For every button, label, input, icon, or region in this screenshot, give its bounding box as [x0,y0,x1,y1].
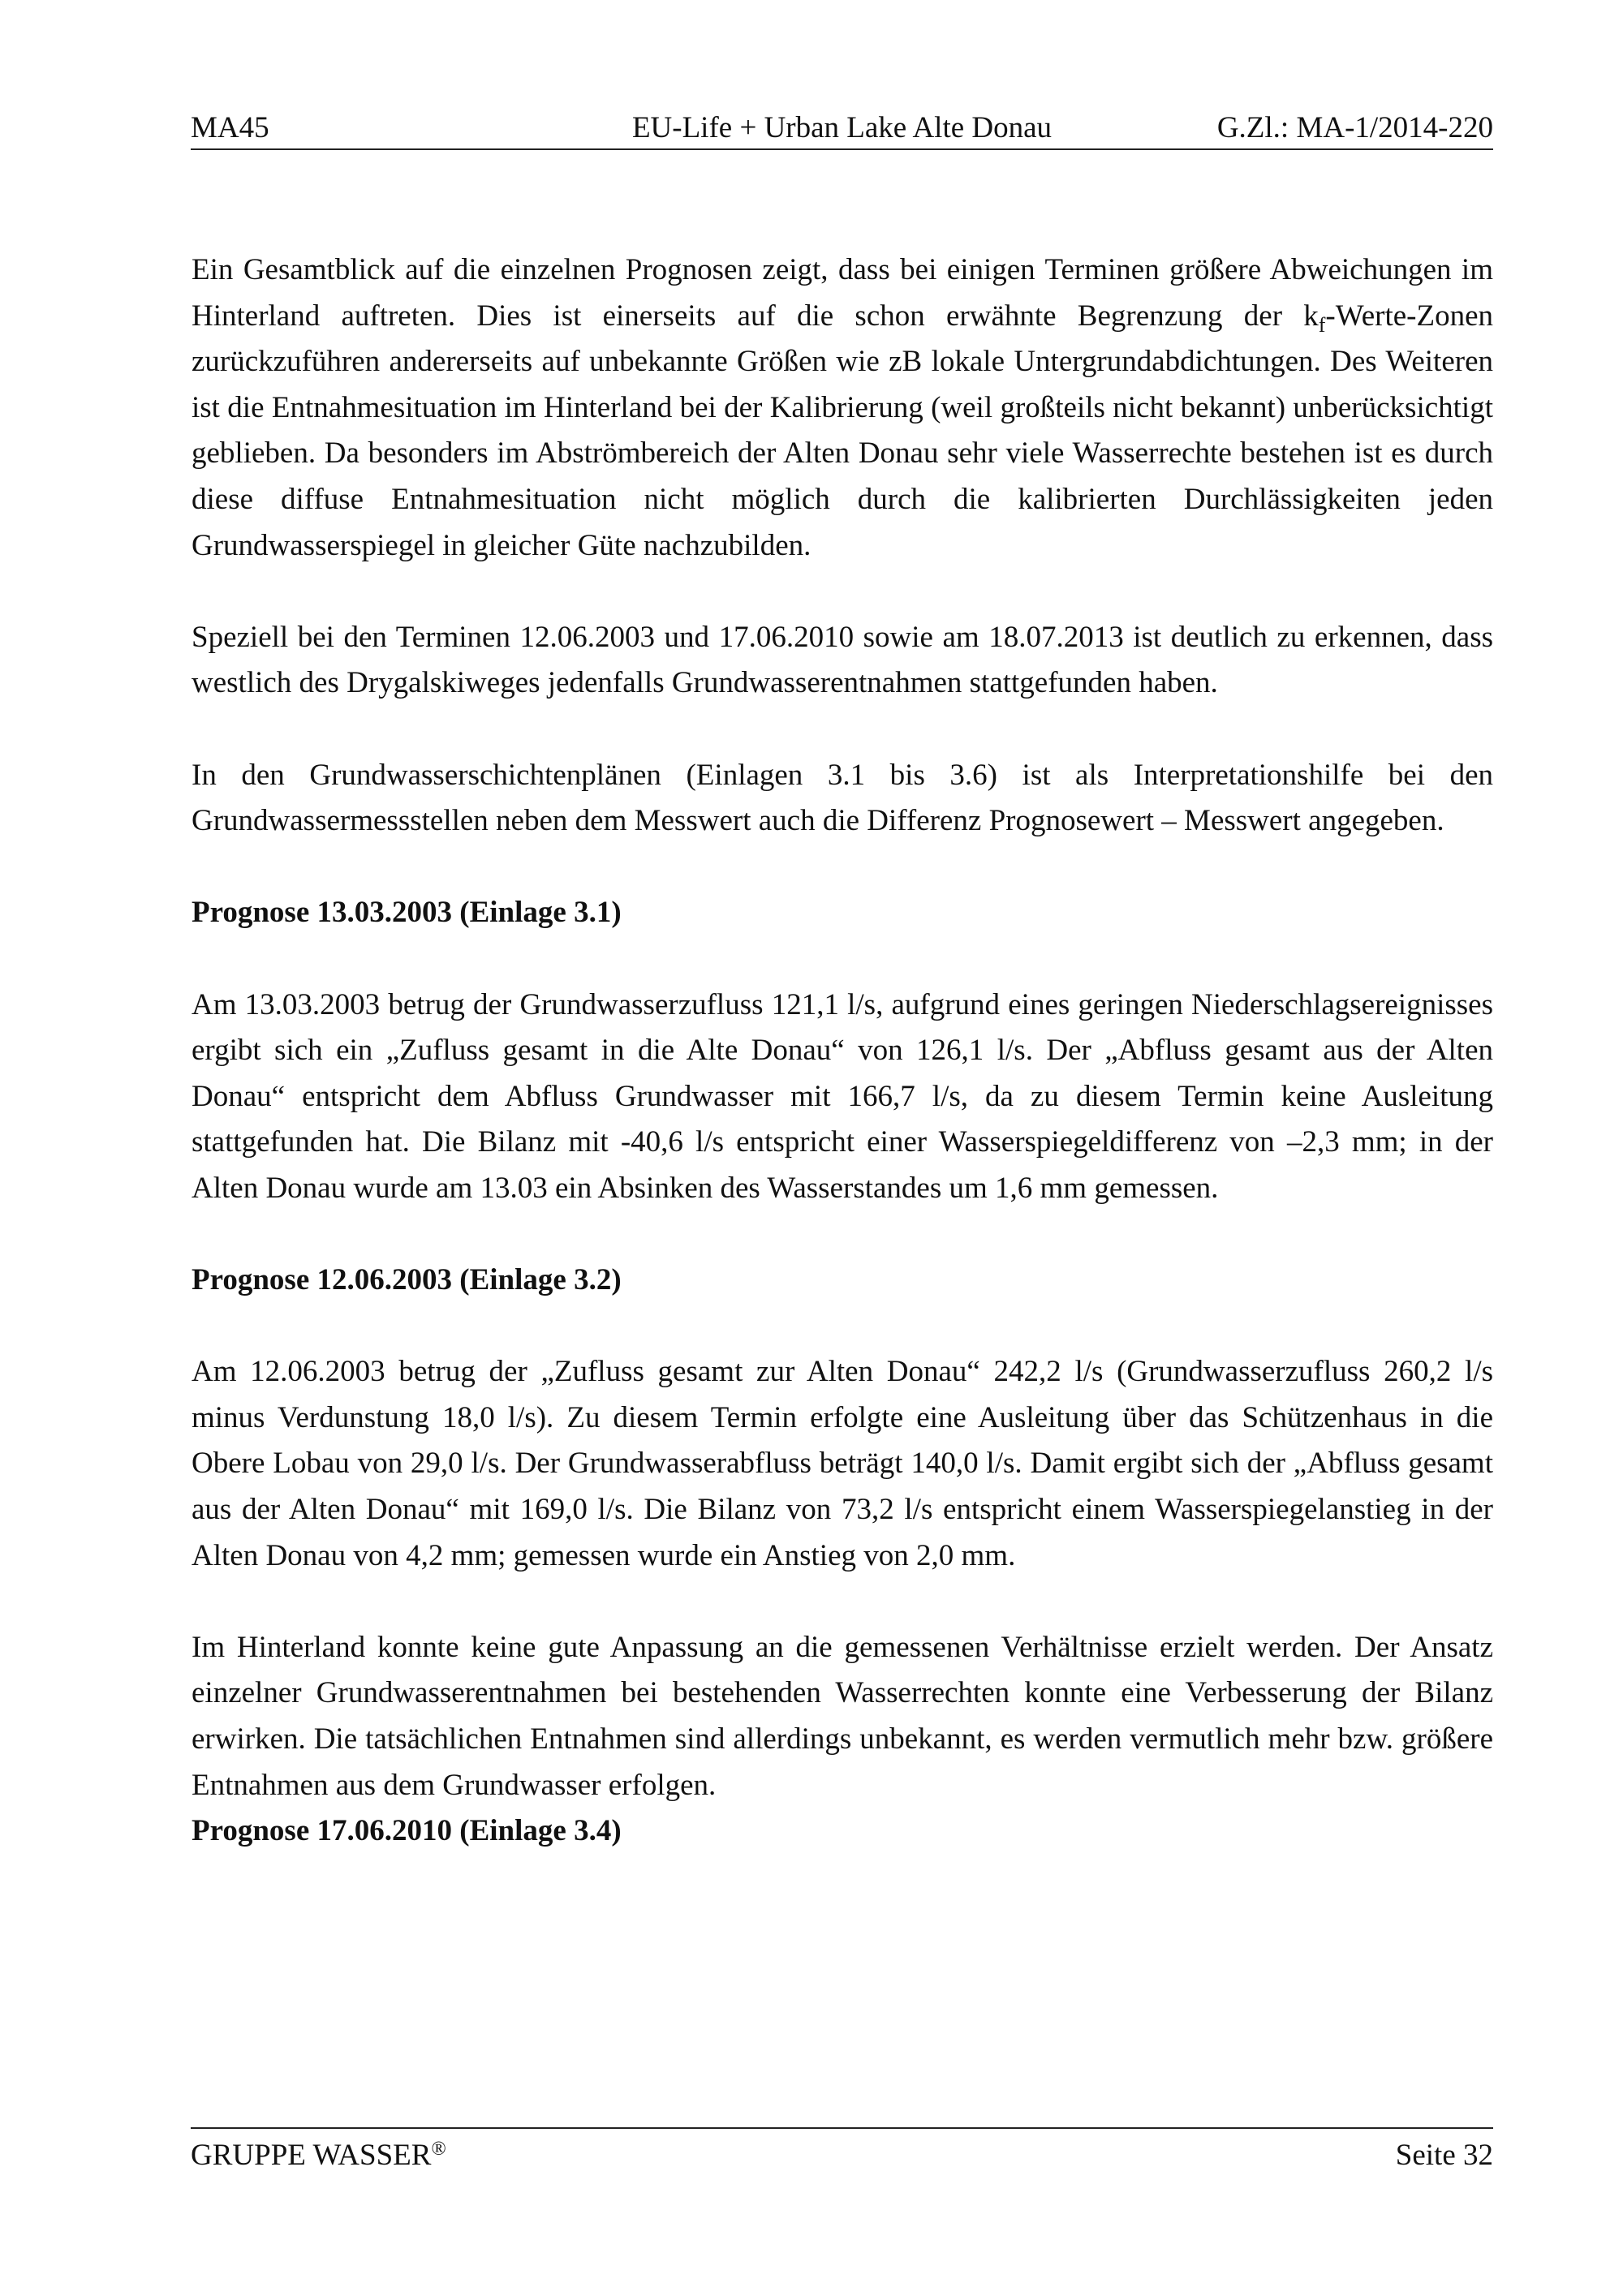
footer-company-name: GRUPPE WASSER [191,2139,432,2172]
section-heading-prognose-2003-06: Prognose 12.06.2003 (Einlage 3.2) [192,1263,622,1297]
footer-page-number: Seite 32 [1395,2139,1493,2172]
paragraph-overview-part2: -Werte-Zonen zurückzuführen andererseits auf unbekannte Größen wie zB lokale Untergrundabdichtungen. Des Weiteren ist die Entnahmesituation im Hinterland bei der Kalibrierung (weil großteils nicht bekannt) unberücksichtigt geblieben. Da besonders im Abströmbereich der Alten Donau sehr viele Wasserrechte bestehen ist es durch diese diffuse Entnahmesituation nicht möglich durch die kalibrierten Durchlässigkeiten jeden Grundwasserspiegel in gleicher Güte nachzubilden. [192,299,1493,562]
paragraph-hinterland: Im Hinterland konnte keine gute Anpassung an die gemessenen Verhältnisse erzielt werden. Der Ansatz einzelner Grundwasserentnahmen bei bestehenden Wasserrechten konnte eine Verbesserung der Bilanz erwirken. Die tatsächlichen Entnahmen sind allerdings unbekannt, es werden vermutlich mehr bzw. größere Entnahmen aus dem Grundwasser erfolgen. [192,1630,1493,1802]
header-department: MA45 [191,111,269,144]
paragraph-prognose-2003-06: Am 12.06.2003 betrug der „Zufluss gesamt zur Alten Donau“ 242,2 l/s (Grundwasserzufluss 260,2 l/s minus Verdunstung 18,0 l/s). Zu diesem Termin erfolgte eine Ausleitung über das Schützenhaus in die Obere Lobau von 29,0 l/s. Der Grundwasserabfluss beträgt 140,0 l/s. Damit ergibt sich der „Abfluss gesamt aus der Alten Donau“ mit 169,0 l/s. Die Bilanz von 73,2 l/s entspricht einem Wasserspiegelanstieg in der Alten Donau von 4,2 mm; gemessen wurde ein Anstieg von 2,0 mm. [192,1355,1493,1572]
footer-company [191,2132,446,2179]
header-project-title: EU-Life + Urban Lake Alte Donau [631,111,1053,144]
section-heading-prognose-2010-06: Prognose 17.06.2010 (Einlage 3.4) [192,1814,622,1848]
kf-subscript: f [1318,312,1326,337]
page-footer [191,2127,1493,2176]
paragraph-dates: Speziell bei den Terminen 12.06.2003 und 17.06.2010 sowie am 18.07.2013 ist deutlich zu erkennen, dass westlich des Drygalskiweges jedenfalls Grundwasserentnahmen stattgefunden haben. [192,620,1493,700]
paragraph-interpretation: In den Grundwasserschichtenplänen (Einlagen 3.1 bis 3.6) ist als Interpretationshilfe bei den Grundwassermessstellen neben dem Messwert auch die Differenz Prognosewert – Messwert angegeben. [192,758,1493,838]
document-body [192,247,1493,1855]
paragraph-prognose-2003-03: Am 13.03.2003 betrug der Grundwasserzufluss 121,1 l/s, aufgrund eines geringen Niederschlagsereignisses ergibt sich ein „Zufluss gesamt in die Alte Donau“ von 126,1 l/s. Der „Abfluss gesamt aus der Alten Donau“ entspricht dem Abfluss Grundwasser mit 166,7 l/s, da zu diesem Termin keine Ausleitung stattgefunden hat. Die Bilanz mit -40,6 l/s entspricht einer Wasserspiegeldifferenz von –2,3 mm; in der Alten Donau wurde am 13.03 ein Absinken des Wasserstandes um 1,6 mm gemessen. [192,987,1493,1205]
paragraph-overview [192,247,1493,569]
header-reference-number: G.Zl.: MA-1/2014-220 [1216,111,1493,144]
page-header [191,108,1493,150]
paragraph-overview-part1: Ein Gesamtblick auf die einzelnen Prognosen zeigt, dass bei einigen Terminen größere Abweichungen im Hinterland auftreten. Dies ist einerseits auf die schon erwähnte Begrenzung der k [192,253,1493,333]
section-heading-prognose-2003-03: Prognose 13.03.2003 (Einlage 3.1) [192,896,622,930]
registered-mark: ® [431,2139,446,2160]
